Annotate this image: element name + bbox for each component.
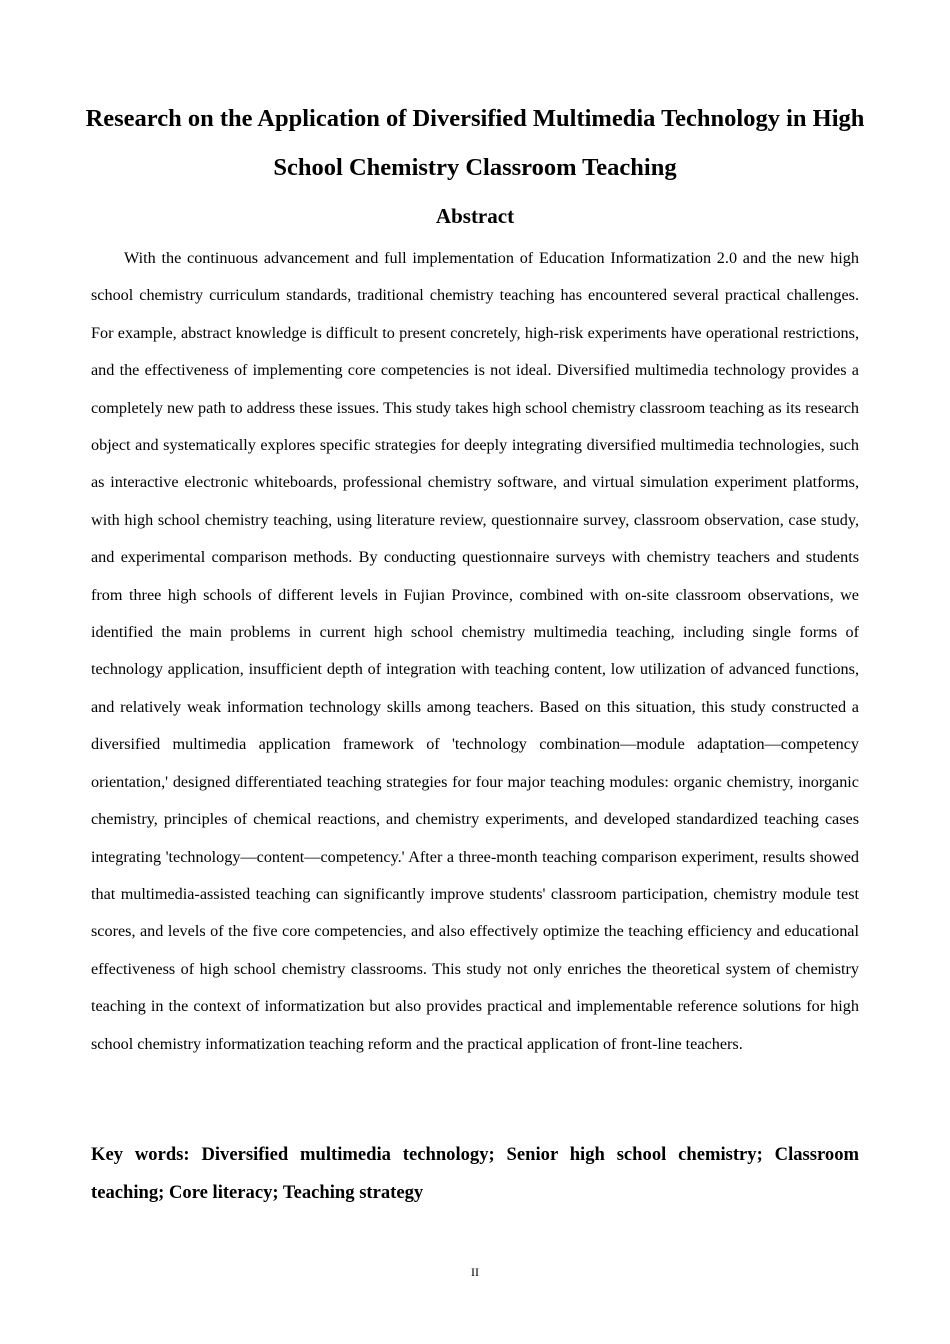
abstract-heading: Abstract: [435, 204, 515, 228]
paper-title: Research on the Application of Diversified Multimedia Technology in High School Chemistry Classroom Teaching: [85, 105, 865, 181]
page-number: II: [471, 1265, 479, 1279]
abstract-body: With the continuous advancement and full implementation of Education Informatization 2.0 and the new high school chemistry curriculum standards, traditional chemistry teaching has encountered several practical challenges. For example, abstract knowledge is difficult to present concretely, high-risk experiments have operational restrictions, and the effectiveness of implementing core competencies is not ideal. Diversified multimedia technology provides a completely new path to address these issues. This study takes high school chemistry classroom teaching as its research object and systematically explores specific strategies for deeply integrating diversified multimedia technologies, such as interactive electronic whiteboards, professional chemistry software, and virtual simulation experiment platforms, with high school chemistry teaching, using literature review, questionnaire survey, classroom observation, case study, and experimental comparison methods. By conducting questionnaire surveys with chemistry teachers and students from three high schools of different levels in Fujian Province, combined with on-site classroom observations, we identified the main problems in current high school chemistry multimedia teaching, including single forms of technology application, insufficient depth of integration with teaching content, low utilization of advanced functions, and relatively weak information technology skills among teachers. Based on this situation, this study constructed a diversified multimedia application framework of 'technology combination—module adaptation—competency orientation,' designed differentiated teaching strategies for four major teaching modules: organic chemistry, inorganic chemistry, principles of chemical reactions, and chemistry experiments, and developed standardized teaching cases integrating 'technology—content—competency.' After a three-month teaching comparison experiment, results showed that multimedia-assisted teaching can significantly improve students' classroom participation, chemistry module test scores, and levels of the five core competencies, and also effectively optimize the teaching efficiency and educational effectiveness of high school chemistry classrooms. This study not only enriches the theoretical system of chemistry teaching in the context of informatization but also provides practical and implementable reference solutions for high school chemistry informatization teaching reform and the practical application of front-line teachers.: [91, 249, 859, 1053]
keywords: Key words: Diversified multimedia technology; Senior high school chemistry; Classroom teaching; Core literacy; Teaching strategy: [91, 1144, 859, 1203]
